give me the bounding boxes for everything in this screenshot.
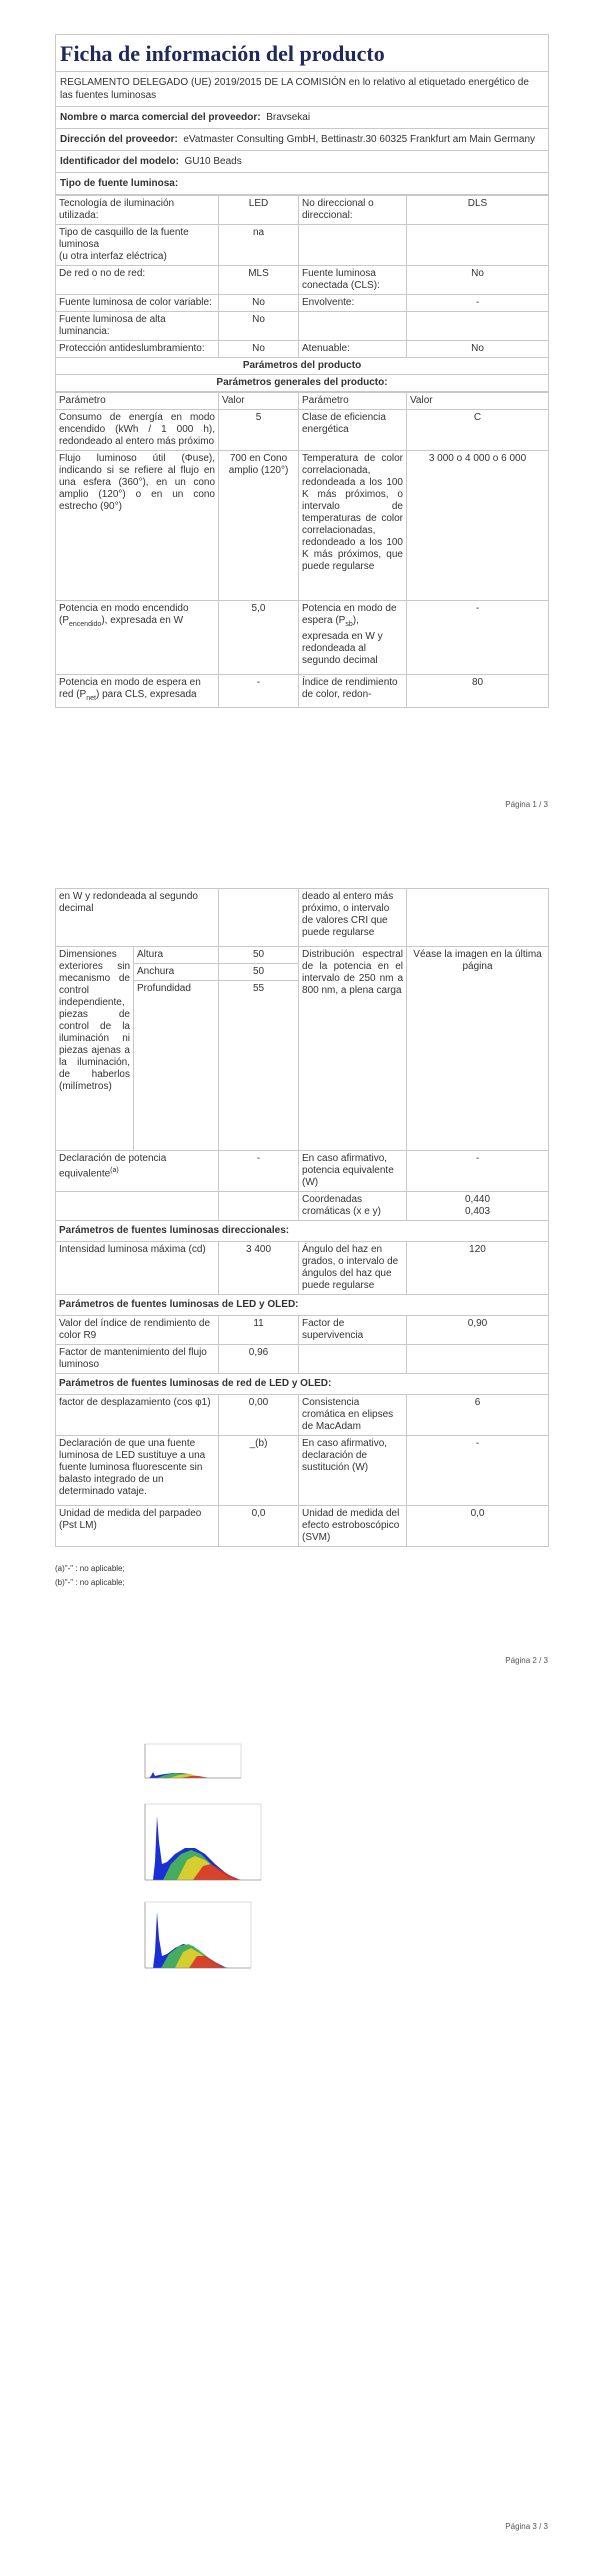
mains-value: MLS — [219, 266, 299, 295]
mains-label: De red o no de red: — [56, 266, 219, 295]
survival-label: Factor de supervivencia — [299, 1316, 407, 1345]
directional-heading: Parámetros de fuentes luminosas direccionales: — [56, 1221, 549, 1242]
class-label: Clase de eficiencia energética — [299, 410, 407, 451]
continued-table — [55, 888, 549, 1547]
page-2 — [0, 880, 603, 1680]
page-number-3: Página 3 / 3 — [505, 2522, 548, 2531]
spectrum-chart-3 — [135, 1900, 255, 1980]
nondir-value: DLS — [407, 196, 549, 225]
sheet-header-table — [55, 34, 549, 195]
color-label: Fuente luminosa de color variable: — [56, 295, 219, 312]
cri-label-cont: deado al entero más próximo, o intervalo de valores CRI que puede regularse — [299, 889, 407, 947]
page-3 — [0, 1720, 603, 2560]
replace-label: Declaración de que una fuente luminosa de LED sustituye a una fuente luminosa fluorescente sin balasto integrado de un determinado vataje. — [56, 1436, 219, 1506]
spectrum-image-1 — [135, 1742, 245, 1793]
intensity-label: Intensidad luminosa máxima (cd) — [56, 1242, 219, 1295]
cls-label: Fuente luminosa conectada (CLS): — [299, 266, 407, 295]
equiv-yes-label: En caso afirmativo, potencia equivalente (W) — [299, 1151, 407, 1192]
regulation-text: REGLAMENTO DELEGADO (UE) 2019/2015 DE LA COMISIÓN en lo relativo al etiquetado energético de las fuentes luminosas — [56, 72, 549, 107]
energy-label: Consumo de energía en modo encendido (kWh / 1 000 h), redondeado al entero más próximo — [56, 410, 219, 451]
replace-value: _(b) — [219, 1436, 299, 1506]
equiv-label: Declaración de potencia equivalente$^{(a)}$ — [56, 1151, 219, 1192]
color-value: No — [219, 295, 299, 312]
spd-value: Véase la imagen en la última página — [407, 947, 549, 1151]
tech-value: LED — [219, 196, 299, 225]
footnotes — [55, 1562, 125, 1590]
dimmable-value: No — [407, 341, 549, 358]
standby-value: - — [407, 601, 549, 675]
cct-value: 3 000 o 4 000 o 6 000 — [407, 451, 549, 601]
page-1 — [0, 0, 603, 820]
type-table — [55, 195, 549, 392]
product-sheet-continued — [55, 888, 548, 1547]
spectrum-image-3 — [135, 1900, 255, 1985]
light-source-type-heading: Tipo de fuente luminosa: — [56, 173, 549, 195]
spectrum-chart-1 — [135, 1742, 245, 1788]
flux-label: Flujo luminoso útil (Φuse), indicando si se refiere al flujo en una esfera (360°), en un cono amplio (120°) o en un cono estrecho (90°) — [56, 451, 219, 601]
spectrum-image-2 — [135, 1802, 265, 1897]
power-on-label: Potencia en modo encendido $(P_{encendido})$, expresada en W — [56, 601, 219, 675]
flicker-label: Unidad de medida del parpadeo (Pst LM) — [56, 1506, 219, 1547]
standby-label: Potencia en modo de espera $(P_{sb})$, expresada en W y redondeada al segundo decimal — [299, 601, 407, 675]
equiv-value: - — [219, 1151, 299, 1192]
consist-label: Consistencia cromática en elipses de MacAdam — [299, 1395, 407, 1436]
page-number-2: Página 2 / 3 — [505, 1656, 548, 1665]
footnote-a: (a)"-" : no aplicable; — [55, 1564, 125, 1573]
height-label: Altura — [134, 947, 219, 964]
chart-frame — [145, 1744, 241, 1778]
supplier-name-value: Bravsekai — [266, 112, 311, 123]
cri-label: Índice de rendimiento de color, redon- — [299, 675, 407, 708]
supplier-name-row: Nombre o marca comercial del proveedor: Bravsekai — [56, 107, 549, 129]
maint-label: Factor de mantenimiento del flujo luminoso — [56, 1345, 219, 1374]
product-params-heading: Parámetros del producto — [56, 358, 549, 375]
high-luminance-value: No — [219, 312, 299, 341]
r9-value: 11 — [219, 1316, 299, 1345]
replace-yes-value: - — [407, 1436, 549, 1506]
tech-label: Tecnología de iluminación utilizada: — [56, 196, 219, 225]
r9-label: Valor del índice de rendimiento de color R9 — [56, 1316, 219, 1345]
flux-value: 700 en Cono amplio (120°) — [219, 451, 299, 601]
glare-label: Protección antideslumbramiento: — [56, 341, 219, 358]
svm-value: 0,0 — [407, 1506, 549, 1547]
replace-yes-label: En caso afirmativo, declaración de sustitución (W) — [299, 1436, 407, 1506]
depth-value: 55 — [219, 981, 299, 1151]
cap-value: na — [219, 225, 299, 266]
product-sheet — [55, 34, 548, 708]
col-value-2: Valor — [407, 393, 549, 410]
disp-value: 0,00 — [219, 1395, 299, 1436]
net-standby-label: Potencia en modo de espera en red $(P_{net})$ para CLS, expresada — [56, 675, 219, 708]
chroma-value: 0,440 0,403 — [407, 1192, 549, 1221]
general-params-table — [55, 392, 549, 708]
svm-label: Unidad de medida del efecto estroboscópico (SVM) — [299, 1506, 407, 1547]
high-luminance-label: Fuente luminosa de alta luminancia: — [56, 312, 219, 341]
spd-label: Distribución espectral de la potencia en el intervalo de 250 nm a 800 nm, a plena carga — [299, 947, 407, 1151]
cls-value: No — [407, 266, 549, 295]
dimmable-label: Atenuable: — [299, 341, 407, 358]
net-standby-label-cont: en W y redondeada al segundo decimal — [56, 889, 219, 947]
equiv-yes-value: - — [407, 1151, 549, 1192]
col-param-1: Parámetro — [56, 393, 219, 410]
supplier-address-row: Dirección del proveedor: eVatmaster Consulting GmbH, Bettinastr.30 60325 Frankfurt am Main Germany — [56, 129, 549, 151]
flicker-value: 0,0 — [219, 1506, 299, 1547]
envelope-value: - — [407, 295, 549, 312]
power-on-value: 5,0 — [219, 601, 299, 675]
class-value: C — [407, 410, 549, 451]
col-value-1: Valor — [219, 393, 299, 410]
net-standby-value: - — [219, 675, 299, 708]
disp-label: factor de desplazamiento (cos φ1) — [56, 1395, 219, 1436]
width-label: Anchura — [134, 964, 219, 981]
col-param-2: Parámetro — [299, 393, 407, 410]
led-heading: Parámetros de fuentes luminosas de LED y OLED: — [56, 1295, 549, 1316]
page-number-1: Página 1 / 3 — [505, 800, 548, 809]
mains-led-heading: Parámetros de fuentes luminosas de red de LED y OLED: — [56, 1374, 549, 1395]
chroma-label: Coordenadas cromáticas (x e y) — [299, 1192, 407, 1221]
maint-value: 0,96 — [219, 1345, 299, 1374]
document-title: Ficha de información del producto — [56, 35, 549, 72]
depth-label: Profundidad — [134, 981, 219, 1151]
beam-label: Ángulo del haz en grados, o intervalo de ángulos del haz que puede regularse — [299, 1242, 407, 1295]
supplier-address-value: eVatmaster Consulting GmbH, Bettinastr.30 60325 Frankfurt am Main Germany — [183, 134, 536, 145]
beam-value: 120 — [407, 1242, 549, 1295]
cct-label: Temperatura de color correlacionada, redondeada a los 100 K más próximos, o intervalo de temperaturas de color correlacionadas, redondeado a los 100 K más próximos, que puede regularse — [299, 451, 407, 601]
height-value: 50 — [219, 947, 299, 964]
glare-value: No — [219, 341, 299, 358]
cri-value: 80 — [407, 675, 549, 708]
energy-value: 5 — [219, 410, 299, 451]
dimensions-label: Dimensiones exteriores sin mecanismo de control independiente, piezas de control de la iluminación ni piezas ajenas a la iluminación, de haberlos (milímetros) — [56, 947, 134, 1151]
model-id-value: GU10 Beads — [184, 156, 242, 167]
envelope-label: Envolvente: — [299, 295, 407, 312]
model-id-row: Identificador del modelo: GU10 Beads — [56, 151, 549, 173]
nondir-label: No direccional o direccional: — [299, 196, 407, 225]
footnote-b: (b)"-" : no aplicable; — [55, 1578, 125, 1587]
consist-value: 6 — [407, 1395, 549, 1436]
spectrum-chart-2 — [135, 1802, 265, 1892]
cap-label: Tipo de casquillo de la fuente luminosa (u otra interfaz eléctrica) — [56, 225, 219, 266]
general-params-heading: Parámetros generales del producto: — [56, 375, 549, 392]
width-value: 50 — [219, 964, 299, 981]
intensity-value: 3 400 — [219, 1242, 299, 1295]
survival-value: 0,90 — [407, 1316, 549, 1345]
